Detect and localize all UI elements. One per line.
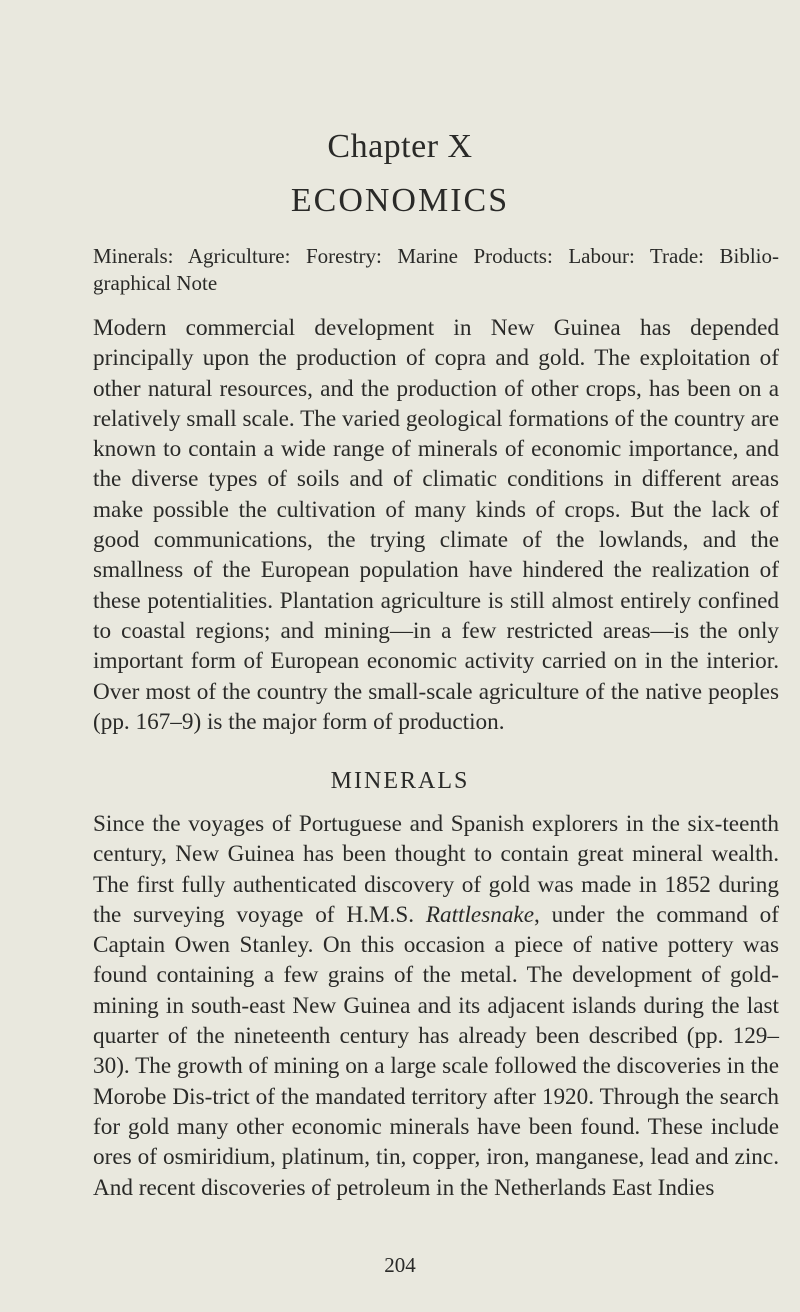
minerals-text-after: , under the command of Captain Owen Stanley. On this occasion a piece of native pottery was found containing a few grains of the metal. The development of gold-mining in south-east New Guinea and its adjacent islands during the last quarter of the nineteenth century has already been described (pp. 129–30). The growth of mining on a large scale followed the discoveries in the Morobe Dis-trict of the mandated territory after 1920. Through the search for gold many other economic minerals have been found. These include ores of osmiridium, platinum, tin, copper, iron, manganese, lead and zinc. And recent discoveries of petroleum in the Netherlands East Indies (93, 901, 779, 1201)
minerals-text-before: Since the voyages of Portuguese and Spanish explorers in the six-teenth century, New Guinea has been thought to contain great mineral wealth. The first fully authenticated discovery of gold was made in 1852 during the surveying voyage of H.M.S. (93, 811, 779, 928)
chapter-title: ECONOMICS (290, 182, 510, 219)
intro-paragraph: Modern commercial development in New Guinea has depended principally upon the production of copra and gold. The exploitation of other natural resources, and the production of other crops, has been on a relatively small scale. The varied geological formations of the country are known to contain a wide range of minerals of economic importance, and the diverse types of soils and of climatic conditions in different areas make possible the cultivation of many kinds of crops. But the lack of good communications, the trying climate of the lowlands, and the smallness of the European population have hindered the realization of these potentialities. Plantation agriculture is still almost entirely confined to coastal regions; and mining—in a few restricted areas—is the only important form of European economic activity carried on in the interior. Over most of the country the small-scale agriculture of the native peoples (pp. 167–9) is the major form of production. (93, 315, 779, 735)
minerals-paragraph (93, 809, 779, 1203)
section-heading-minerals: MINERALS (330, 768, 470, 794)
page-number: 204 (384, 1253, 416, 1277)
chapter-contents: Minerals: Agriculture: Forestry: Marine Products: Labour: Trade: Biblio-graphical Note (93, 244, 779, 295)
ship-name: Rattlesnake (425, 901, 535, 928)
chapter-label: Chapter X (327, 128, 473, 165)
